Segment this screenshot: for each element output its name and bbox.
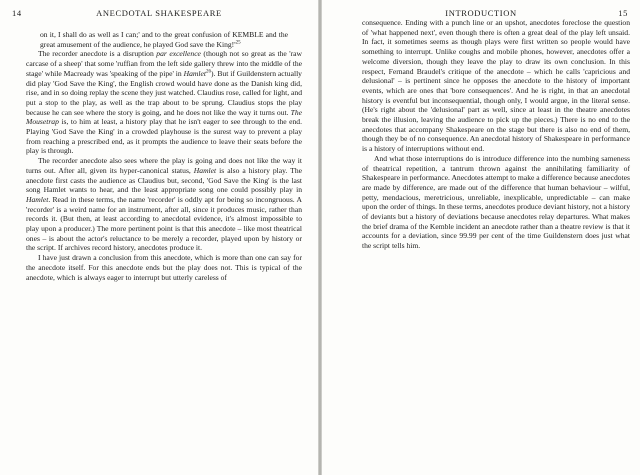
italic-title: Hamlet: [26, 194, 49, 204]
left-page-number: 14: [12, 8, 22, 18]
left-body-text: [26, 30, 302, 469]
right-running-title: INTRODUCTION: [445, 8, 517, 18]
right-page-number: 15: [618, 8, 628, 18]
right-page: [322, 0, 640, 475]
right-paragraph: And what those interruptions do is introduce difference into the numbing sameness of theatrical repetition, a tantrum thrown against the annihilating familiarity of Shakespeare in performance. Anecdotes attempt to make a difference because anecdotes are made by difference, are made out of the difference that human behaviour – wilful, petty, mendacious, meretricious, unreliable, inexplicable, unpredictable – can make upon the order of things. In these terms, anecdotes produce deviant history, not a history of deviants but a history of deviations because anecdotes relay departures. What makes the brief drama of the Kemble incident an anecdote rather than a theatre review is that it accounts for a deviation, since 99.99 per cent of the time Guildenstern does just what the script tells him.: [362, 153, 630, 251]
footnote-marker: 26: [205, 69, 211, 75]
left-paragraph: I have just drawn a conclusion from this anecdote, which is more than one can say for the anecdote itself. For this anecdote ends but the play does not. This is typical of the anecdote, which is always eager to interrupt but utterly careless of: [26, 253, 302, 282]
right-paragraph: consequence. Ending with a punch line or an upshot, anecdotes foreclose the question of 'what happened next', even though there is often a great deal of the play left unsaid. In fact, it sometimes seems as though plays were first written so people would have something to interrupt. Unlike coughs and mobile phones, however, anecdotes offer a welcome diversion, though they leave the play to draw its own conclusion. In this respect, Fernand Braudel's critique of the anecdote – which he calls 'capricious and delusional' – is pertinent since he opposes the anecdote to the history of important events, which are ones that 'bore consequences'. And he is right, in that an anecdotal history is eventful but inconsequential, though only, I would argue, in the literal sense. (He's right about the 'delusional' part as well, since at least in the theatre anecdotes break the illusion, leaving the audience to pick up the pieces.) There is no end to the anecdotes that accompany Shakespeare on the stage but there is also no end of them, though they be of no consequence. An anecdotal history of Shakespeare in performance is a history of interruptions without end.: [362, 18, 630, 154]
italic-title: The Mousetrap: [26, 107, 302, 127]
italic-title: Hamlet: [193, 165, 217, 175]
left-page: [0, 0, 318, 475]
footnote-marker: 25: [235, 40, 241, 46]
left-paragraph: The recorder anecdote also sees where the play is going and does not like the way it turns out. After all, given its hyper-canonical status, Hamlet is also a history play. The anecdote first casts the audience as Claudius but, second, 'God Save the King' is the last song Hamlet wants to hear, and the least appropriate song one could possibly play in Hamlet. Read in these terms, the name 'recorder' is oddly apt for being so incongruous. A 'recorder' is a weird name for an instrument, after all, since it produces music, rather than records it. (But then, at least according to anecdotal evidence, it's almost impossible to play upon a producer.) The more pertinent point is that this anecdote – like most theatrical ones – is about the actor's reluctance to be merely a recorder, played upon by history or the script. If archives record history, anecdotes produce it.: [26, 156, 302, 253]
left-running-title: ANECDOTAL SHAKESPEARE: [96, 8, 222, 18]
left-paragraph: The recorder anecdote is a disruption par excellence (though not so great as the 'raw carcase of a sheep' that some 'ruffian from the left side gallery threw into the middle of the stage' while Macready was 'speaking of the pipe' in Hamlet$^{26}$). But if Guildenstern actually did play 'God Save the King', the English crowd would have done as the Danish king did, rise, and in so doing replay the scene they just watched. Claudius rose, called for light, and put a stop to the play, as well as the trap about to be sprung. Claudius stops the play because he can see where the story is going, and he does not like the way it turns out. The Mousetrap is, to him at least, a history play that he isn't eager to see through to the end. Playing 'God Save the King' in a crowded playhouse is the surest way to prevent a play from reaching a prescribed end, as it prompts the audience to leave their seats before the play is through.: [26, 49, 302, 156]
italic-title: par excellence: [156, 49, 201, 59]
left-running-head: [10, 8, 308, 22]
left-paragraph: on it, I shall do as well as I can;' and to the great confusion of KEMBLE and the great amusement of the audience, he played God save the $King!'^{25}$: [40, 30, 288, 49]
italic-title: Hamlet: [183, 68, 206, 78]
right-body-text: [362, 18, 630, 469]
